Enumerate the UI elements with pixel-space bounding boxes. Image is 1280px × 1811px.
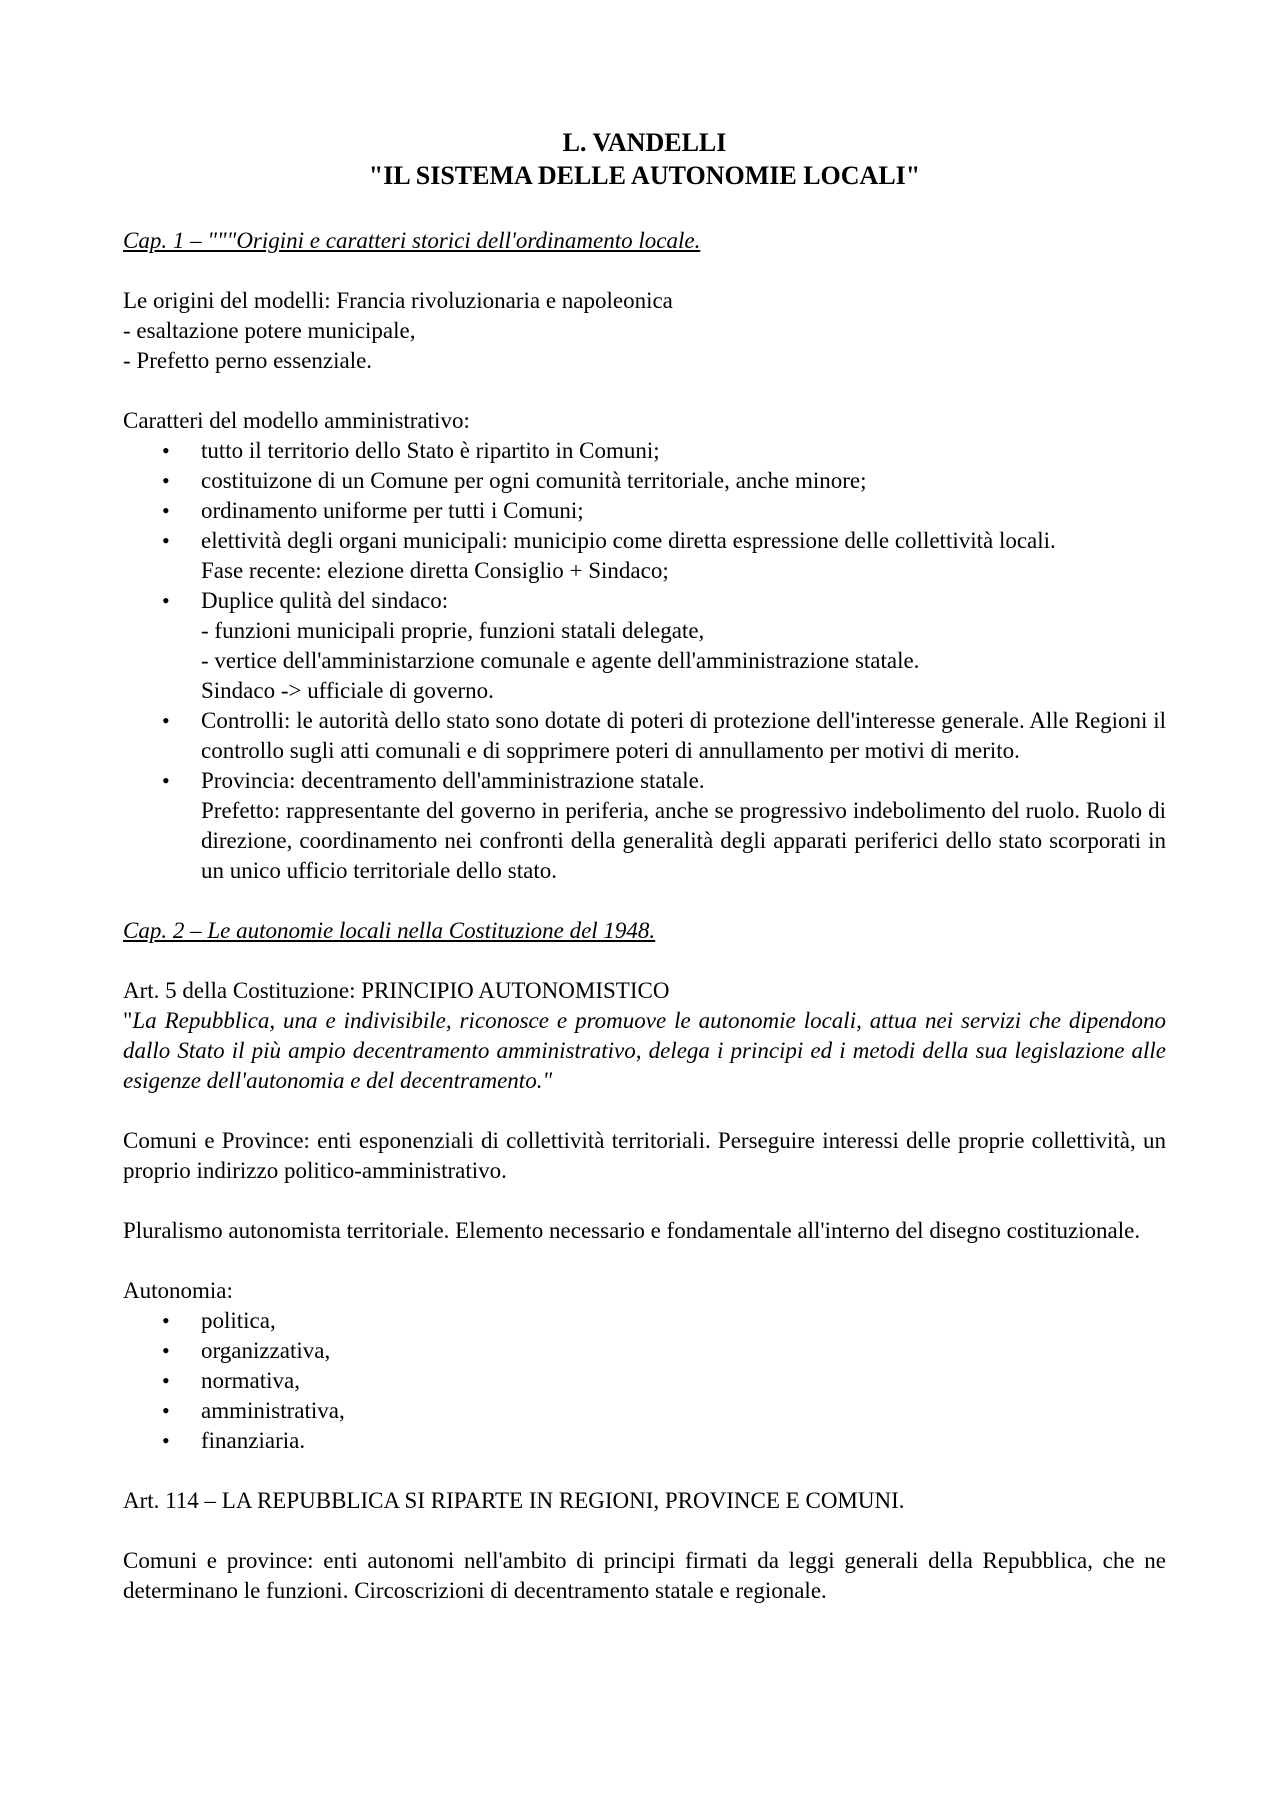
list-item: • normativa, — [123, 1366, 1166, 1396]
quote-open: " — [123, 1008, 133, 1033]
art5-quote — [123, 1006, 1166, 1096]
origins-intro: Le origini del modelli: Francia rivoluzionaria e napoleonica — [123, 288, 673, 313]
origins-item: - Prefetto perno essenziale. — [123, 348, 373, 373]
characters-list — [123, 436, 1166, 886]
autonomia-list — [123, 1306, 1166, 1456]
autonomia-intro: Autonomia: — [123, 1278, 233, 1303]
quote-text: La Repubblica, una e indivisibile, riconosce e promuove le autonomie locali, attua nei servizi che dipendono dallo Stato il più ampio decentramento amministrativo, delega i principi ed i metodi della sua legislazione alle esigenze dell'autonomia e del decentramento." — [123, 1008, 1166, 1093]
list-item-text: - funzioni municipali proprie, funzioni statali delegate, — [201, 618, 705, 643]
list-item-text: • costituizone di un Comune per ogni comunità territoriale, anche minore; — [201, 468, 867, 493]
list-item-text: Fase recente: elezione diretta Consiglio + Sindaco; — [201, 558, 669, 583]
art5-section — [123, 976, 1166, 1096]
characters-section — [123, 406, 1166, 886]
list-item: • amministrativa, — [123, 1396, 1166, 1426]
list-item — [123, 436, 1166, 466]
origins-item: - esaltazione potere municipale, — [123, 318, 416, 343]
list-item — [123, 496, 1166, 526]
list-item — [123, 586, 1166, 706]
list-item — [123, 706, 1166, 766]
chapter-2-heading: Cap. 2 – Le autonomie locali nella Costituzione del 1948. — [123, 918, 656, 943]
autonomia-section — [123, 1276, 1166, 1456]
list-item-text: - vertice dell'amministarzione comunale e agente dell'amministrazione statale. — [201, 648, 920, 673]
comuni-autonomi-paragraph: Comuni e province: enti autonomi nell'ambito di principi firmati da leggi generali della Repubblica, che ne determinano le funzioni. Circoscrizioni di decentramento statale e regionale. — [123, 1548, 1166, 1603]
characters-intro: Caratteri del modello amministrativo: — [123, 408, 470, 433]
list-item: • politica, — [123, 1306, 1166, 1336]
list-item-text: • Controlli: le autorità dello stato sono dotate di poteri di protezione dell'interesse generale. Alle Regioni il controllo sugli atti comunali e di sopprimere poteri di annullamento per motivi di merito. — [201, 708, 1166, 763]
art5-title: Art. 5 della Costituzione: PRINCIPIO AUTONOMISTICO — [123, 978, 670, 1003]
list-item-text: • tutto il territorio dello Stato è ripartito in Comuni; — [201, 438, 660, 463]
list-item — [123, 526, 1166, 586]
title-book: "IL SISTEMA DELLE AUTONOMIE LOCALI" — [368, 161, 921, 190]
list-item-text: • Duplice qulità del sindaco: — [201, 588, 449, 613]
list-item-text: • elettività degli organi municipali: municipio come diretta espressione delle collettività locali. — [201, 528, 1056, 553]
origins-section — [123, 286, 1166, 376]
list-item — [123, 766, 1166, 886]
list-item: • organizzativa, — [123, 1336, 1166, 1366]
comuni-province-paragraph: Comuni e Province: enti esponenziali di collettività territoriali. Perseguire interessi delle proprie collettività, un proprio indirizzo politico-amministrativo. — [123, 1128, 1166, 1183]
document-title — [123, 126, 1166, 192]
chapter-1-heading: Cap. 1 – """Origini e caratteri storici dell'ordinamento locale. — [123, 228, 701, 253]
list-item-text: Prefetto: rappresentante del governo in periferia, anche se progressivo indebolimento del ruolo. Ruolo di direzione, coordinamento nei confronti della generalità degli apparati periferici dello stato scorporati in un unico ufficio territoriale dello stato. — [201, 798, 1166, 883]
list-item — [123, 466, 1166, 496]
list-item-text: • ordinamento uniforme per tutti i Comuni; — [201, 498, 584, 523]
title-author: L. VANDELLI — [562, 128, 727, 157]
list-item-text: • Provincia: decentramento dell'amministrazione statale. — [201, 768, 705, 793]
art114-line: Art. 114 – LA REPUBBLICA SI RIPARTE IN REGIONI, PROVINCE E COMUNI. — [123, 1488, 905, 1513]
pluralismo-paragraph: Pluralismo autonomista territoriale. Elemento necessario e fondamentale all'interno del disegno costituzionale. — [123, 1218, 1141, 1243]
list-item-text: Sindaco -> ufficiale di governo. — [201, 678, 494, 703]
list-item: • finanziaria. — [123, 1426, 1166, 1456]
